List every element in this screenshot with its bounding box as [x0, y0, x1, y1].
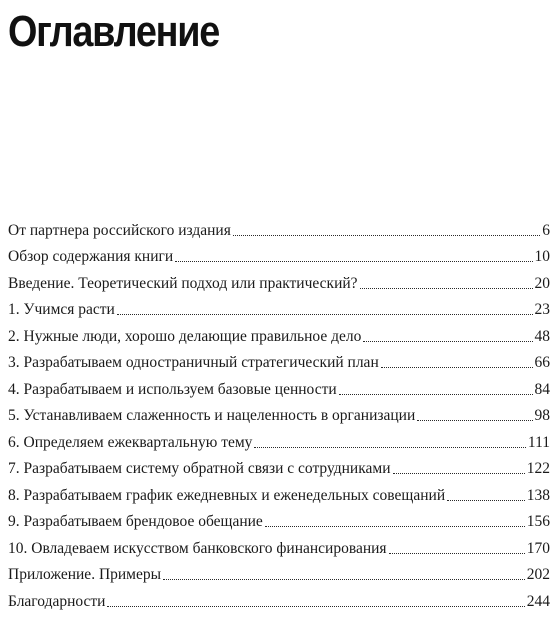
toc-entry-title: 1. Учимся расти [8, 301, 115, 318]
toc-entry-page: 138 [526, 486, 550, 504]
dot-leader [163, 579, 525, 580]
toc-entry-title: 8. Разрабатываем график ежедневных и еженедельных совещаний [8, 486, 446, 504]
table-of-contents [8, 214, 550, 612]
toc-entry-title: От партнера российского издания [8, 221, 231, 239]
toc-entry-page: 111 [527, 433, 550, 451]
toc-entry[interactable] [8, 214, 550, 241]
dot-leader [233, 235, 540, 236]
toc-entry[interactable] [8, 347, 550, 374]
dot-leader [254, 447, 525, 448]
dot-leader [417, 420, 532, 421]
toc-entry[interactable] [8, 320, 550, 347]
toc-entry-title: Благодарности [8, 592, 106, 610]
toc-entry-title: 5. Устанавливаем слаженность и нацеленность в организации [8, 407, 416, 424]
toc-entry[interactable] [8, 373, 550, 400]
toc-entry-title: 2. Нужные люди, хорошо делающие правильное дело [8, 327, 362, 345]
toc-entry-page: 6 [542, 221, 550, 239]
toc-entry-title: 7. Разрабатываем систему обратной связи с сотрудниками [8, 460, 391, 477]
toc-entry[interactable] [8, 479, 550, 506]
toc-entry-page: 156 [526, 513, 550, 530]
dot-leader [447, 500, 525, 501]
dot-leader [175, 261, 532, 262]
toc-entry-title: Приложение. Примеры [8, 566, 162, 583]
dot-leader [339, 394, 533, 395]
dot-leader [117, 314, 533, 315]
toc-entry[interactable] [8, 294, 550, 321]
toc-entry[interactable] [8, 267, 550, 294]
toc-entry[interactable] [8, 400, 550, 427]
dot-leader [265, 526, 525, 527]
toc-entry-page: 98 [534, 407, 550, 424]
toc-entry-title: 10. Овладеваем искусством банковского финансирования [8, 539, 387, 557]
page-title: Оглавление [8, 7, 219, 56]
toc-entry-page: 48 [534, 327, 550, 345]
toc-entry[interactable] [8, 532, 550, 559]
toc-entry[interactable] [8, 585, 550, 612]
toc-entry-page: 202 [526, 566, 550, 583]
dot-leader [363, 341, 532, 342]
dot-leader [381, 367, 533, 368]
toc-entry[interactable] [8, 453, 550, 480]
toc-entry-page: 23 [534, 301, 550, 318]
dot-leader [393, 473, 525, 474]
toc-entry[interactable] [8, 241, 550, 268]
toc-entry-title: 6. Определяем ежеквартальную тему [8, 433, 253, 451]
dot-leader [389, 553, 525, 554]
toc-entry[interactable] [8, 559, 550, 586]
toc-entry-page: 84 [534, 380, 550, 398]
dot-leader [360, 288, 533, 289]
toc-entry-page: 66 [534, 354, 550, 371]
toc-entry-page: 244 [526, 592, 550, 610]
toc-entry[interactable] [8, 506, 550, 533]
toc-entry-title: 3. Разрабатываем одностраничный стратегический план [8, 354, 379, 371]
toc-entry-page: 122 [526, 460, 550, 477]
toc-entry-title: 4. Разрабатываем и используем базовые ценности [8, 380, 337, 398]
dot-leader [107, 606, 524, 607]
toc-entry-title: Обзор содержания книги [8, 248, 174, 265]
toc-entry-title: Введение. Теоретический подход или практический? [8, 274, 358, 292]
toc-entry-page: 170 [526, 539, 550, 557]
toc-entry-title: 9. Разрабатываем брендовое обещание [8, 513, 263, 530]
toc-entry-page: 20 [534, 274, 550, 292]
toc-entry-page: 10 [534, 248, 550, 265]
toc-entry[interactable] [8, 426, 550, 453]
